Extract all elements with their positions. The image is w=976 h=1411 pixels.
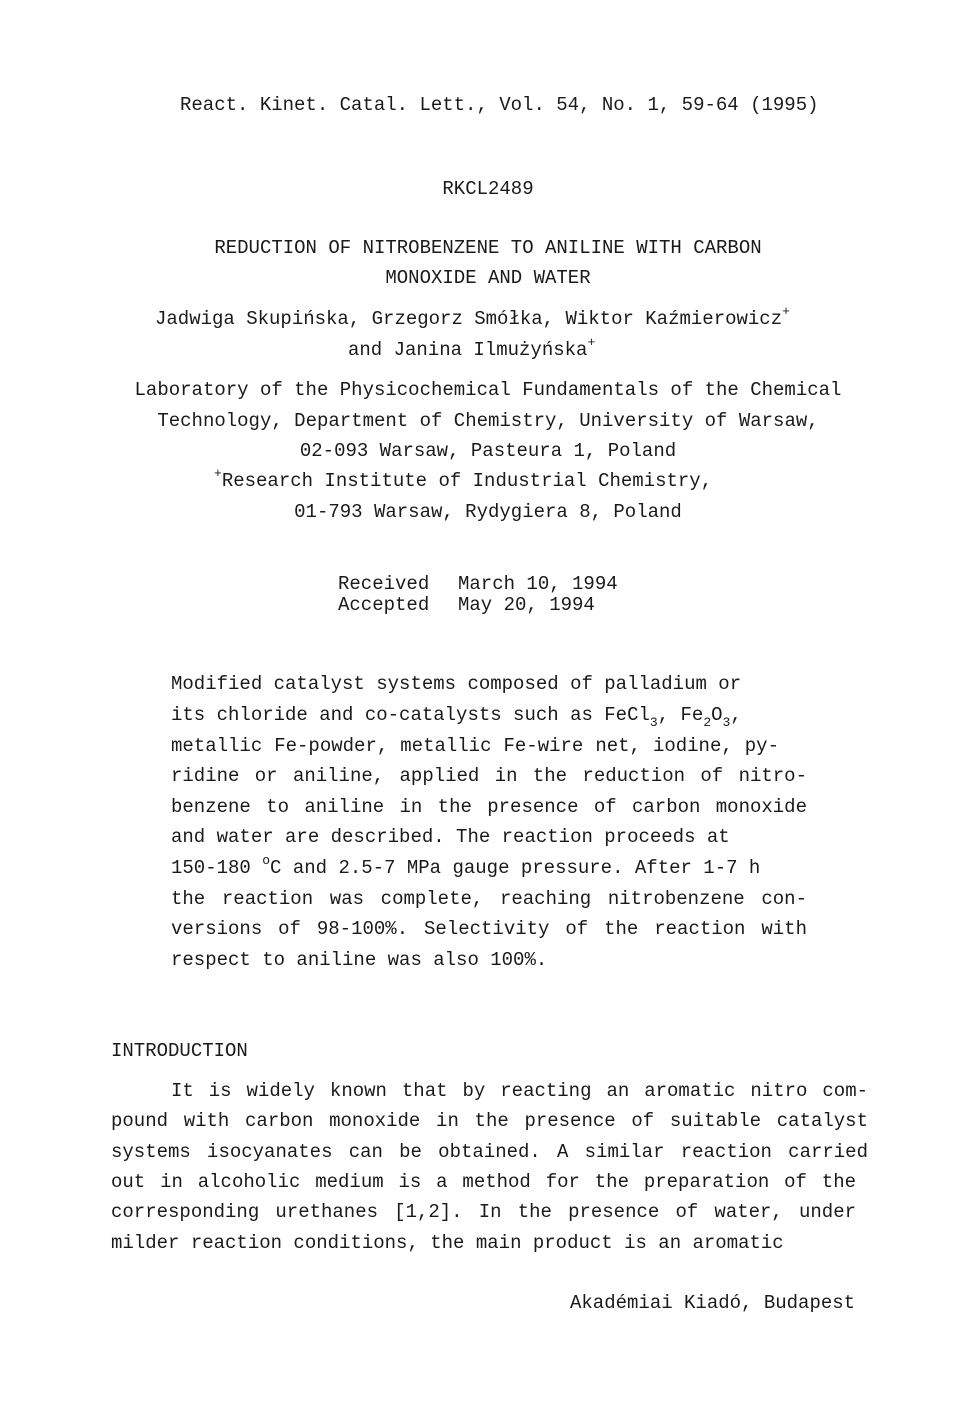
abstract-text: its chloride and co-catalysts such as FeCl xyxy=(171,704,650,726)
abstract-line-10: respect to aniline was also 100%. xyxy=(171,949,548,971)
abstract-text: O xyxy=(711,704,723,726)
abstract-text: 150-180 xyxy=(171,857,263,879)
affiliation-mark: + xyxy=(214,466,222,481)
intro-line-4: out in alcoholic medium is a method for the preparation of the xyxy=(111,1171,856,1193)
abstract-line-5: benzene to aniline in the presence of carbon monoxide xyxy=(171,796,807,818)
subscript: 3 xyxy=(722,715,731,730)
affiliation-line-5: 01-793 Warsaw, Rydygiera 8, Poland xyxy=(294,501,682,523)
affiliation-mark: + xyxy=(782,304,790,319)
subscript: 3 xyxy=(649,715,658,730)
intro-line-6: milder reaction conditions, the main product is an aromatic xyxy=(111,1232,784,1254)
abstract-line-3: metallic Fe-powder, metallic Fe-wire net, iodine, py- xyxy=(171,735,779,757)
abstract-text: , Fe xyxy=(657,704,704,726)
subscript: 2 xyxy=(703,715,712,730)
introduction-heading: INTRODUCTION xyxy=(111,1040,248,1062)
abstract-line-4: ridine or aniline, applied in the reduction of nitro- xyxy=(171,765,807,787)
institute-name: Research Institute of Industrial Chemistry, xyxy=(221,470,713,492)
intro-line-5: corresponding urethanes [1,2]. In the presence of water, under xyxy=(111,1201,856,1223)
abstract-line-9: versions of 98-100%. Selectivity of the reaction with xyxy=(171,918,807,940)
authors-line-2 xyxy=(348,335,596,361)
intro-line-3: systems isocyanates can be obtained. A similar reaction carried xyxy=(111,1141,868,1163)
abstract-text: , xyxy=(730,704,742,726)
accepted-label: Accepted xyxy=(338,594,430,616)
affiliation-line-4 xyxy=(214,466,713,492)
abstract-line-7 xyxy=(171,853,761,879)
publisher: Akadémiai Kiadó, Budapest xyxy=(570,1292,856,1314)
affiliation-line-2: Technology, Department of Chemistry, University of Warsaw, xyxy=(157,410,819,432)
affiliation-line-3: 02-093 Warsaw, Pasteura 1, Poland xyxy=(299,440,677,462)
intro-line-1: It is widely known that by reacting an aromatic nitro com- xyxy=(171,1080,868,1102)
abstract-line-8: the reaction was complete, reaching nitrobenzene con- xyxy=(171,888,807,910)
received-label: Received xyxy=(338,573,430,595)
authors-names-2: and Janina Ilmużyńska xyxy=(348,339,588,361)
authors-names-1: Jadwiga Skupińska, Grzegorz Smółka, Wiktor Kaźmierowicz xyxy=(155,308,783,330)
journal-citation: React. Kinet. Catal. Lett., Vol. 54, No. 1, 59-64 (1995) xyxy=(180,94,819,116)
affiliation-line-1: Laboratory of the Physicochemical Fundamentals of the Chemical xyxy=(134,379,842,401)
title-line-1: REDUCTION OF NITROBENZENE TO ANILINE WITH CARBON xyxy=(214,237,762,259)
accepted-date: May 20, 1994 xyxy=(458,594,595,616)
received-date: March 10, 1994 xyxy=(458,573,618,595)
authors-line-1 xyxy=(155,304,790,330)
degree-mark: o xyxy=(262,853,271,868)
title-line-2: MONOXIDE AND WATER xyxy=(385,267,591,289)
abstract-line-2 xyxy=(171,704,742,730)
article-code: RKCL2489 xyxy=(442,178,534,200)
intro-line-2: pound with carbon monoxide in the presence of suitable catalyst xyxy=(111,1110,868,1132)
affiliation-mark: + xyxy=(587,335,596,350)
abstract-text: C and 2.5-7 MPa gauge pressure. After 1-7 h xyxy=(270,857,761,879)
abstract-line-1: Modified catalyst systems composed of palladium or xyxy=(171,673,742,695)
abstract-line-6: and water are described. The reaction proceeds at xyxy=(171,826,730,848)
